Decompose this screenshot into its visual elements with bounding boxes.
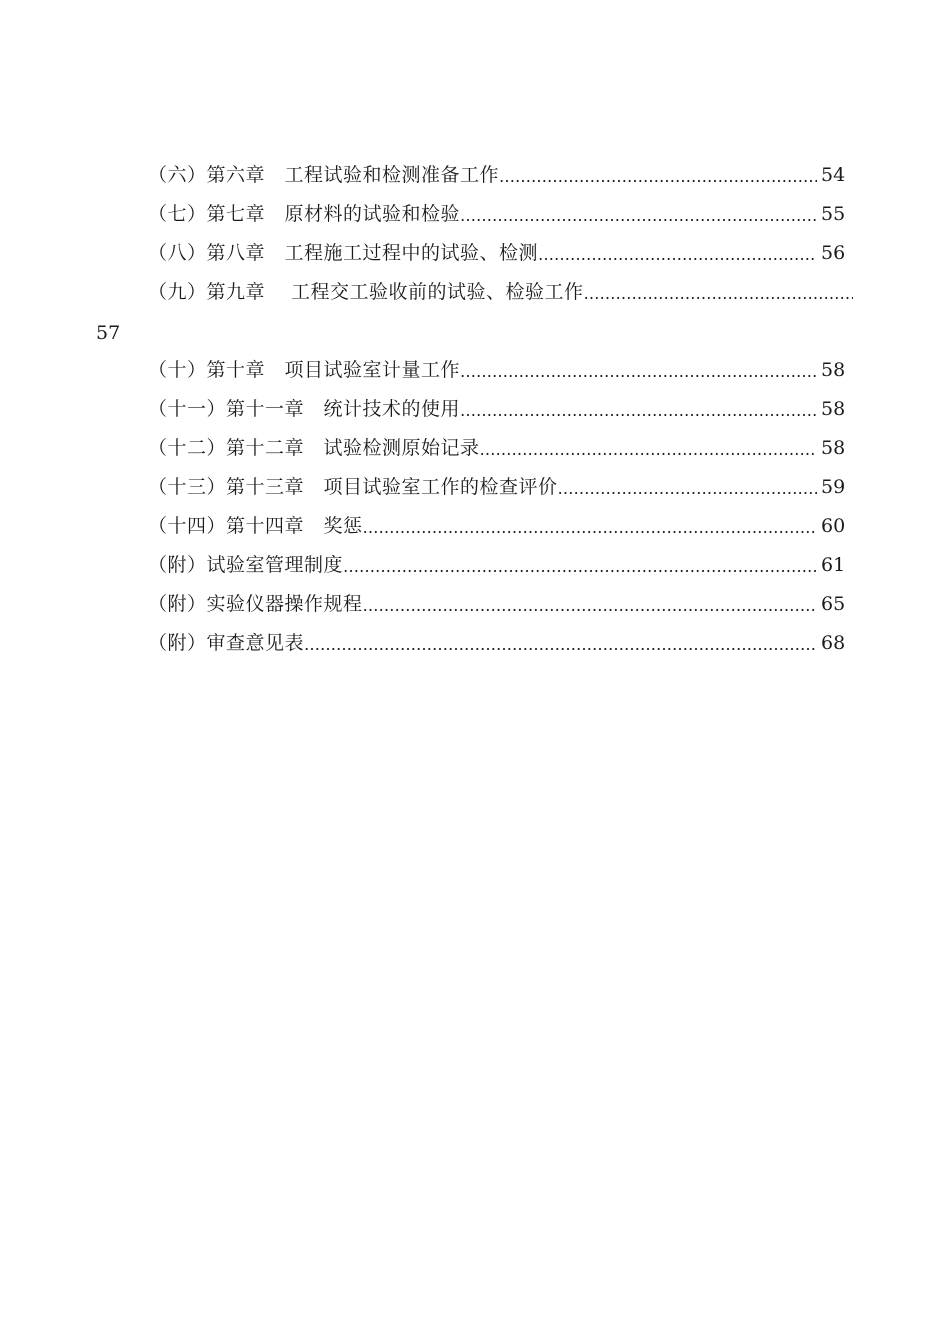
toc-entry-title: （十四）第十四章 奖惩 bbox=[148, 515, 363, 537]
toc-entry-page: 55 bbox=[821, 203, 846, 225]
toc-entry-chapter-11[interactable] bbox=[148, 394, 845, 424]
toc-entry-title: （十二）第十二章 试验检测原始记录 bbox=[148, 437, 480, 459]
toc-entry-title: （附）实验仪器操作规程 bbox=[148, 593, 363, 615]
toc-entry-appendix-lab-rules[interactable] bbox=[148, 550, 845, 580]
toc-entry-title: （六）第六章 工程试验和检测准备工作 bbox=[148, 164, 500, 186]
toc-entry-page: 58 bbox=[821, 398, 846, 420]
toc-entry-chapter-8[interactable] bbox=[148, 238, 845, 268]
dot-leader bbox=[363, 515, 817, 541]
dot-leader bbox=[460, 398, 817, 424]
toc-entry-appendix-instrument-procedures[interactable] bbox=[148, 589, 845, 619]
toc-entry-title: （附）审查意见表 bbox=[148, 632, 305, 654]
toc-entry-page: 60 bbox=[821, 515, 846, 537]
toc-entry-title: （附）试验室管理制度 bbox=[148, 554, 344, 576]
toc-entry-chapter-6[interactable] bbox=[148, 160, 845, 190]
toc-entry-title: （十一）第十一章 统计技术的使用 bbox=[148, 398, 461, 420]
dot-leader bbox=[460, 359, 817, 385]
toc-entry-page: 65 bbox=[821, 593, 846, 615]
toc-entry-page: 58 bbox=[821, 437, 846, 459]
toc-entry-appendix-review-form[interactable] bbox=[148, 628, 845, 658]
toc-entry-page: 61 bbox=[821, 554, 846, 576]
toc-entry-title: （八）第八章 工程施工过程中的试验、检测 bbox=[148, 242, 539, 264]
toc-entry-title: （九）第九章 工程交工验收前的试验、检验工作 bbox=[148, 281, 584, 303]
dot-leader bbox=[304, 632, 817, 658]
dot-leader bbox=[343, 554, 817, 580]
dot-leader bbox=[538, 242, 817, 268]
dot-leader bbox=[363, 593, 817, 619]
toc-entry-chapter-12[interactable] bbox=[148, 433, 845, 463]
toc-entry-title: （十）第十章 项目试验室计量工作 bbox=[148, 359, 461, 381]
toc-entry-page: 68 bbox=[821, 632, 846, 654]
toc-entry-chapter-14[interactable] bbox=[148, 511, 845, 541]
toc-entry-page: 59 bbox=[821, 476, 846, 498]
toc-entry-title: （七）第七章 原材料的试验和检验 bbox=[148, 203, 461, 225]
dot-leader bbox=[480, 437, 817, 463]
toc-entry-page-wrapped: 57 bbox=[96, 322, 121, 344]
dot-leader bbox=[558, 476, 817, 502]
toc-entry-chapter-10[interactable] bbox=[148, 355, 845, 385]
toc-entry-chapter-13[interactable] bbox=[148, 472, 845, 502]
dot-leader bbox=[584, 281, 853, 307]
toc-entry-chapter-7[interactable] bbox=[148, 199, 845, 229]
toc-entry-page: 56 bbox=[821, 242, 846, 264]
toc-entry-page: 58 bbox=[821, 359, 846, 381]
dot-leader bbox=[499, 164, 817, 190]
dot-leader bbox=[460, 203, 817, 229]
toc-entry-page: 54 bbox=[821, 164, 846, 186]
toc-entry-chapter-9[interactable] bbox=[148, 277, 853, 307]
toc-entry-title: （十三）第十三章 项目试验室工作的检查评价 bbox=[148, 476, 558, 498]
